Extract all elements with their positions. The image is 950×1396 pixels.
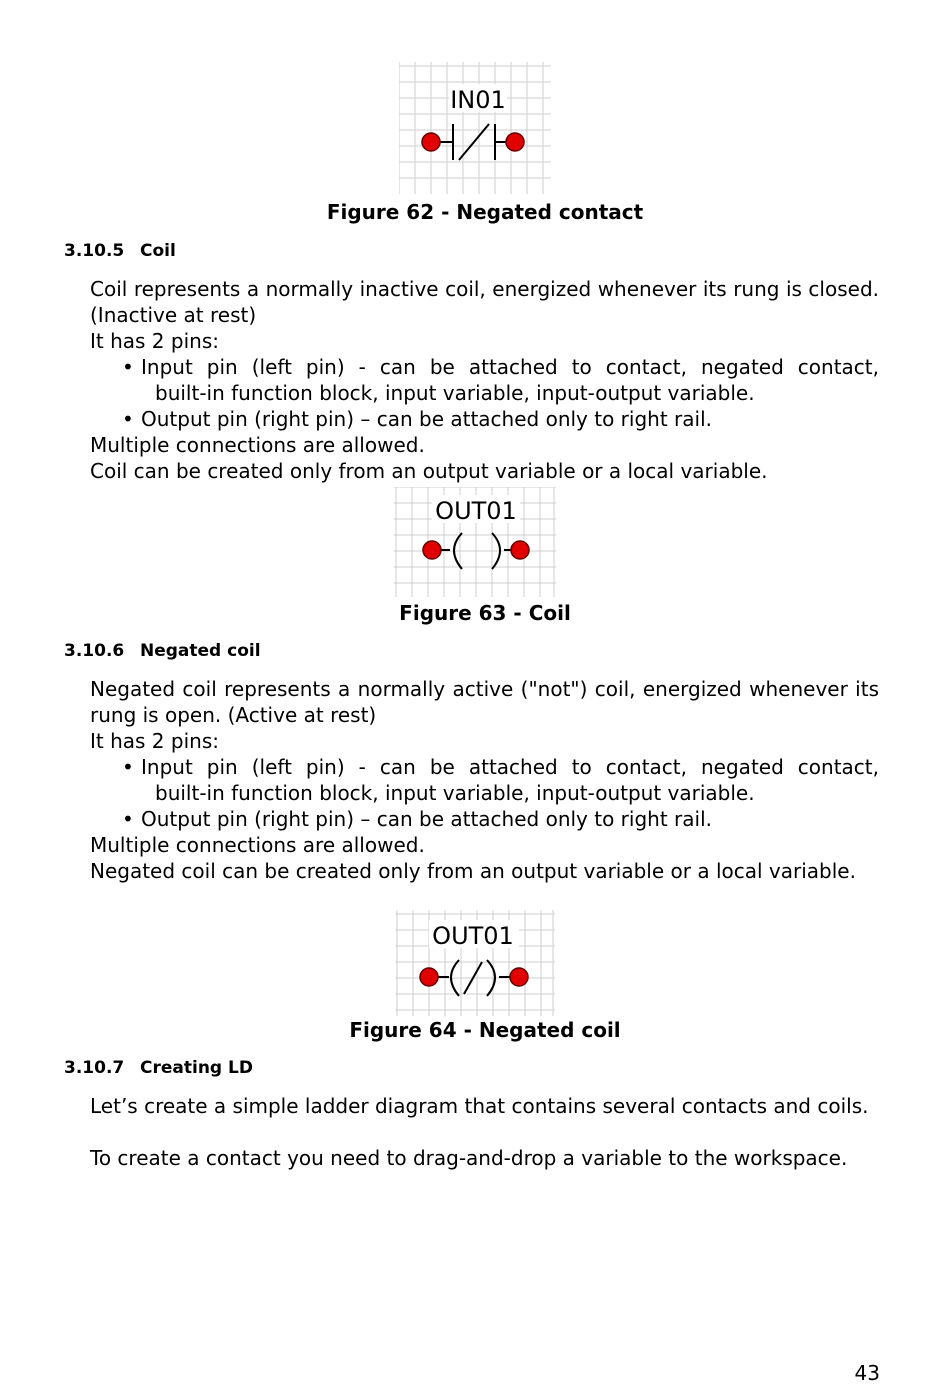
bullet-icon: • (122, 407, 134, 431)
pins-intro: It has 2 pins: (90, 329, 219, 353)
figure-negated-contact (0, 62, 950, 194)
list-item-text: Output pin (right pin) – can be attached only to right rail. (141, 807, 712, 831)
paragraph: Let’s create a simple ladder diagram that contains several contacts and coils. (90, 1094, 869, 1118)
figure-caption: Figure 62 - Negated contact (326, 200, 644, 224)
section-heading-coil (64, 240, 176, 262)
multiple-connections-note: Multiple connections are allowed. (90, 833, 425, 857)
section-heading-creating-ld (64, 1057, 253, 1079)
section-number: 3.10.5 (64, 241, 125, 261)
list-item (122, 754, 879, 806)
figure-coil (0, 487, 950, 597)
creation-note: Negated coil can be created only from an output variable or a local variable. (90, 859, 856, 883)
list-item-text: Input pin (left pin) - can be attached to contact, negated contact, (141, 755, 879, 779)
list-item (122, 806, 879, 832)
list-item-text-cont: built-in function block, input variable, input-output variable. (155, 781, 755, 805)
section-heading-negated-coil (64, 640, 261, 662)
creation-note: Coil can be created only from an output variable or a local variable. (90, 459, 768, 483)
list-item (122, 406, 879, 432)
bullet-icon: • (122, 807, 134, 831)
figure-negated-coil (0, 910, 950, 1016)
list-item-text: Output pin (right pin) – can be attached only to right rail. (141, 407, 712, 431)
coil-symbol (394, 487, 556, 597)
paragraph: Coil represents a normally inactive coil, energized whenever its rung is closed. (Inactive at rest) (90, 277, 879, 327)
section-number: 3.10.6 (64, 641, 125, 661)
figure-caption: Figure 64 - Negated coil (349, 1018, 621, 1042)
section-title: Coil (140, 241, 176, 261)
negated-coil-symbol (395, 910, 555, 1016)
bullet-icon: • (122, 355, 134, 379)
bullet-icon: • (122, 755, 134, 779)
pins-intro: It has 2 pins: (90, 729, 219, 753)
paragraph: Negated coil represents a normally active ("not") coil, energized whenever its rung is open. (Active at rest) (90, 677, 879, 727)
figure-caption: Figure 63 - Coil (399, 601, 571, 625)
list-item-text-cont: built-in function block, input variable, input-output variable. (155, 381, 755, 405)
section-title: Creating LD (140, 1058, 253, 1078)
figure-label: IN01 (450, 86, 506, 114)
list-item-text: Input pin (left pin) - can be attached to contact, negated contact, (141, 355, 879, 379)
page-number: 43 (854, 1361, 880, 1385)
list-item (122, 354, 879, 406)
multiple-connections-note: Multiple connections are allowed. (90, 433, 425, 457)
section-title: Negated coil (140, 641, 261, 661)
figure-label: OUT01 (435, 497, 517, 525)
section-number: 3.10.7 (64, 1058, 125, 1078)
negated-contact-symbol (399, 62, 551, 194)
figure-label: OUT01 (432, 922, 514, 950)
paragraph: To create a contact you need to drag-and-drop a variable to the workspace. (90, 1146, 848, 1170)
